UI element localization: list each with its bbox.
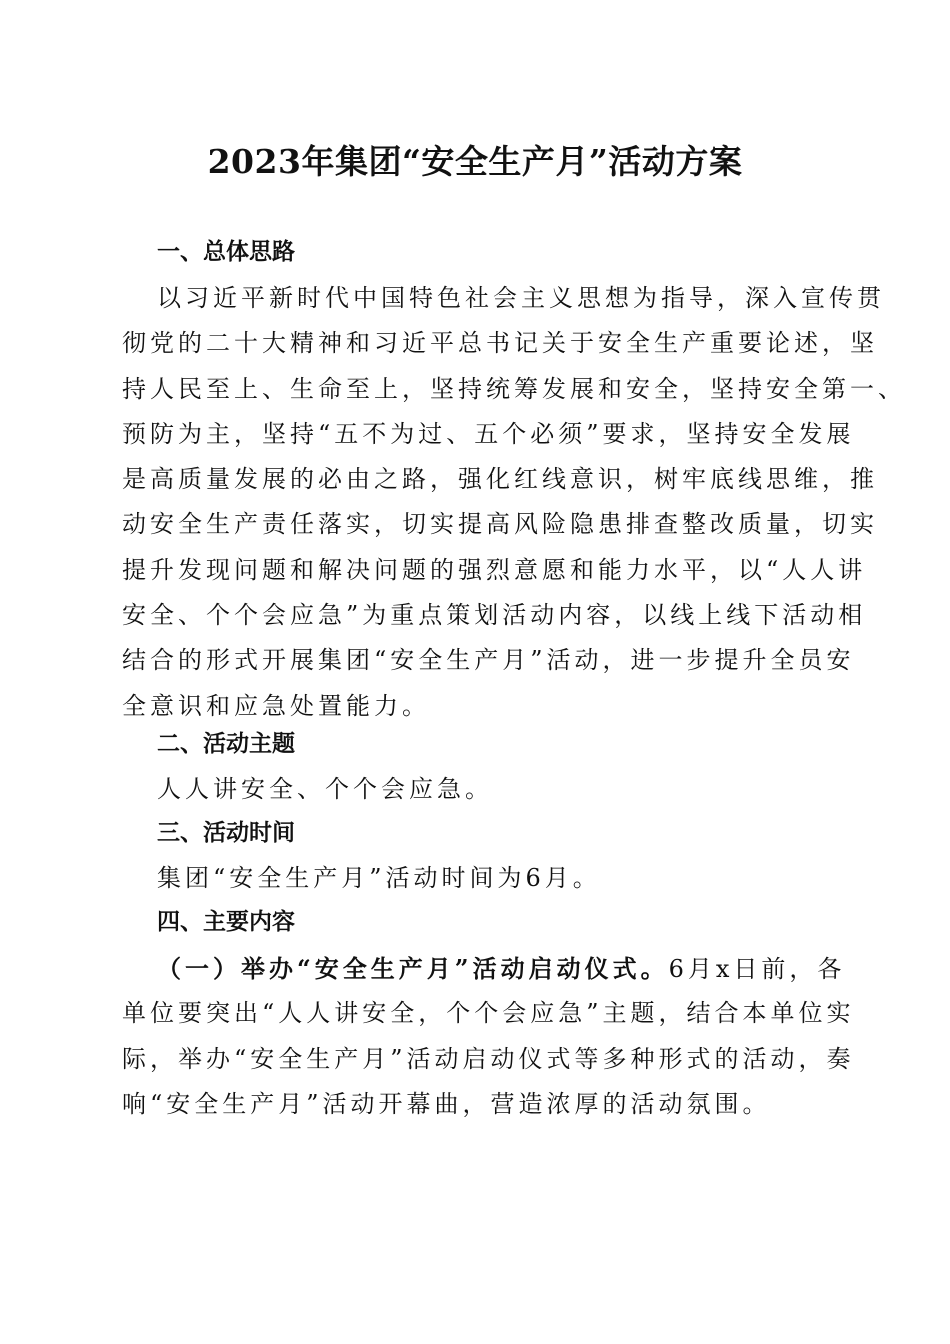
paragraph-line: 彻党的二十大精神和习近平总书记关于安全生产重要论述，坚 bbox=[122, 329, 878, 358]
paragraph-line: 单位要突出“人人讲安全，个个会应急”主题，结合本单位实 bbox=[122, 999, 855, 1028]
paragraph-line: 结合的形式开展集团“安全生产月”活动，进一步提升全员安 bbox=[122, 646, 855, 675]
section-heading-activity-theme: 二、活动主题 bbox=[157, 731, 295, 757]
paragraph-line: 集团“安全生产月”活动时间为6月。 bbox=[157, 864, 601, 892]
section-body-main-content bbox=[122, 946, 855, 1127]
paragraph-line: 是高质量发展的必由之路，强化红线意识，树牢底线思维，推 bbox=[122, 465, 878, 494]
section-body-activity-theme bbox=[122, 767, 842, 812]
paragraph-line: 提升发现问题和解决问题的强烈意愿和能力水平，以“人人讲 bbox=[122, 555, 867, 584]
paragraph-line: 以习近平新时代中国特色社会主义思想为指导，深入宣传贯 bbox=[157, 284, 885, 312]
paragraph-line: 预防为主，坚持“五不为过、五个必须”要求，坚持安全发展 bbox=[122, 419, 855, 448]
section-body-activity-time bbox=[122, 856, 842, 901]
paragraph-line: 持人民至上、生命至上，坚持统筹发展和安全，坚持安全第一、 bbox=[122, 374, 906, 403]
section-heading-activity-time: 三、活动时间 bbox=[157, 820, 295, 846]
section-heading-main-content: 四、主要内容 bbox=[157, 909, 295, 935]
section-heading-overall-approach: 一、总体思路 bbox=[157, 239, 295, 265]
paragraph-line: 响“安全生产月”活动开幕曲，营造浓厚的活动氛围。 bbox=[122, 1089, 771, 1118]
document-title: 2023年集团“安全生产月”活动方案 bbox=[207, 142, 743, 181]
sub-item-label: （一）举办“安全生产月”活动启动仪式。 bbox=[157, 954, 669, 983]
paragraph-line: 人人讲安全、个个会应急。 bbox=[157, 775, 493, 803]
paragraph-line: 动安全生产责任落实，切实提高风险隐患排查整改质量，切实 bbox=[122, 510, 878, 539]
section-body-overall-approach bbox=[122, 276, 906, 729]
sub-item-first-line-rest: 6月x日前，各 bbox=[668, 955, 846, 983]
paragraph-line: 安全、个个会应急”为重点策划活动内容，以线上线下活动相 bbox=[122, 601, 867, 630]
paragraph-line bbox=[122, 946, 846, 991]
paragraph-line: 际，举办“安全生产月”活动启动仪式等多种形式的活动，奏 bbox=[122, 1044, 855, 1073]
paragraph-line: 全意识和应急处置能力。 bbox=[122, 691, 430, 720]
